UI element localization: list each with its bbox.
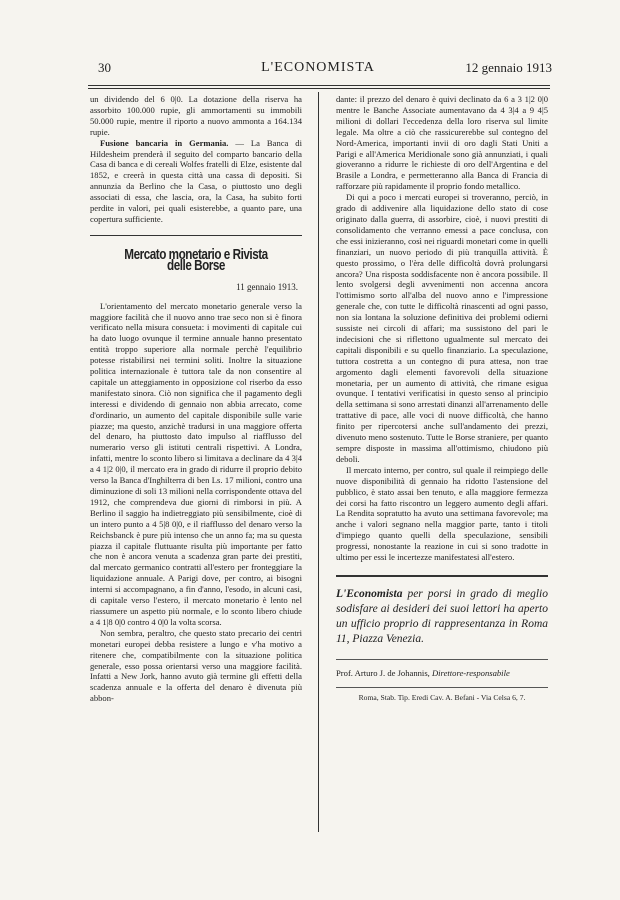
ad-body: per porsi in grado di meglio sodisfare ai desideri dei suoi lettori ha aperto un ufficio proprio di rappresentanza in Roma 11, Piazza Venezia. — [336, 587, 548, 645]
section-title: Mercato monetario e Rivista delle Borse — [124, 245, 268, 274]
editor-role: Direttore-responsabile — [429, 667, 510, 678]
left-column — [90, 94, 302, 704]
column-divider — [318, 92, 319, 832]
section-date: 11 gennaio 1913. — [236, 281, 298, 292]
article-paragraph-3: dante: il prezzo del denaro è quivi declinato da 6 a 3 1|2 0|0 mentre le Banche Associate aumentavano da 4 3|4 a 9 4|5 milioni di dollari l'eccedenza della loro riserva sul limite legale. Ma oltre a ciò che rassicurerebbe sul contegno del Nord-America, importanti invii di oro dagli Stati Uniti a Parigi e all'America Meridionale sono già annunziati, i quali gioveranno a ridurre le richieste di oro dell'Argentina e del Brasile a Londra, e permetteranno alla Banca di Francia di rafforzare più rapidamente il proprio fondo metallico. — [336, 94, 548, 192]
fusione-paragraph — [90, 138, 302, 225]
advertisement-box — [336, 575, 548, 647]
printer-imprint: Roma, Stab. Tip. Eredi Cav. A. Befani - Via Celsa 6, 7. — [336, 687, 548, 704]
article-paragraph-1: L'orientamento del mercato monetario generale verso la maggiore facilità che il nuovo anno trae seco non si è finora verificato nella misura consueta: i movimenti di capitale cui ha dato luogo ovunque il termine annuale hanno presentato entità troppo superiore alla normale perchè l'equilibrio potesse ristabilirsi nei termini soliti. Inoltre la situazione politica internazionale è tuttora tale da non consentire al capitale un atteggiamento in opposizione col riserbo da esso manifestato sinora. Ciò non significa che il pagamento degli interessi e dividendo di gennaio non abbia arrecato, come d'ordinario, un aumento del capitale disponibile sulle varie piazze; ma questo, anzichè tradursi in una maggiore offerta del denaro, ha piuttosto dato impulso al riafflusso del numerario verso gli istituti centrali rispettivi. A Londra, infatti, mentre lo sconto libero si limitava a declinare da 4 3|4 a 4 1|2 0|0, il mercato era in grado di ridurre il proprio debito verso la Banca d'Inghilterra di ben Ls. 17 milioni, contro una diminuzione di soli 13 milioni nella corrispondente ottava del 1912, che comprendeva due giorni di rimborsi in più. A Berlino il saggio ha indietreggiato più sensibilmente, cioè di un intero punto a 4 5|8 0|0, e il riafflusso del denaro verso la Reichsbanck è pure più intenso che un anno fa; ma su questa piazza il capitale fluttuante risulta più importante per fatto che non è ancora venuta a scadenza gran parte dei prestiti, dal mercato germanico contratti all'estero per fronteggiare la liquidazione annuale. A Parigi dove, per contro, ai bisogni interni si accompagnano, a fin d'anno, l'esodo, in alcuni casi, di capitale verso l'estero, il mercato monetario è lento nel riassumere un aspetto più normale, e lo sconto libero chiude a 4 1|8 0|0 contro 4 0|0 la volta scorsa. — [90, 300, 302, 627]
issue-date: 12 gennaio 1913 — [465, 60, 552, 75]
page-number: 30 — [98, 60, 111, 75]
page-header — [78, 58, 558, 80]
advertisement-text — [336, 587, 548, 647]
editor-name: Prof. Arturo J. de Johannis, — [336, 667, 430, 678]
article-paragraph-5: Il mercato interno, per contro, sul quale il reimpiego delle nuove disponibilità di gennaio ha ridotto l'astensione del pubblico, è stato assai ben tenuto, e alla maggiore fermezza dei corsi ha fatto riscontro un leggero aumento degli affari. La Rendita sopratutto ha avuto una settimana favorevole; ma anche i valori segnano nella maggior parte, tanto i titoli d'impiego quanto quelli della speculazione, sensibili progressi, nonostante la reazione in cui si sono tradotte in ultimo per essi le incertezze manifestatesi all'estero. — [336, 464, 548, 563]
fusione-text: — La Banca di Hildesheim prenderà il seguito del comparto bancario della Casa di banca e di cereali Wolfes fratelli di Elze, esistente dal 1852, e creerà in questa città una cassa di depositi. Si annunzia da Berlino che la Casa, o piuttosto uno degli associati di essa, che lascia, ora, la Casa, ha subito forti perdite in valori, pei quali esisterebbe, a quanto pare, una copertura sufficiente. — [90, 137, 302, 224]
intro-paragraph: un dividendo del 6 0|0. La dotazione della riserva ha assorbito 100.000 rupie, gli ammortamenti su immobili 50.000 rupie, mentre il riporto a nuovo ammonta a 164.134 rupie. — [90, 94, 302, 137]
right-column — [336, 94, 548, 704]
header-rule-thin — [88, 88, 550, 89]
header-rule — [88, 85, 550, 86]
article-paragraph-2: Non sembra, peraltro, che questo stato precario dei centri monetari europei debba resistere a lungo e v'ha motivo a ritenere che, compatibilmente con la situazione politica generale, esso possa orientarsi verso una maggiore facilità. Infatti a New Jork, hanno avuto già termine gli effetti della scadenza annuale e la offerta del denaro è divenuta più abbon- — [90, 627, 302, 704]
journal-title: L'ECONOMISTA — [261, 60, 375, 75]
editor-signature — [336, 659, 548, 679]
fusione-heading: Fusione bancaria in Germania. — [100, 137, 229, 148]
section-divider — [90, 235, 302, 236]
article-paragraph-4: Di qui a poco i mercati europei si troveranno, perciò, in grado di addivenire alla liquidazione dello stato di cose originato dalla guerra, di assorbire, cioè, i nuovi prestiti di consolidamento che verranno emessi a pace conclusa, con che essi inizieranno, così nei riguardi monetari come in quelli finanziari, un nuovo periodo di più tranquilla attività. È questo prossimo, o l'èra delle difficoltà dovrà prolungarsi ancora? Una risposta soddisfacente non è ancora possibile. Il lento svolgersi degli avvenimenti non accenna ancora l'ottimismo sorto all'alba del nuovo anno e l'impressione generale che, con tutte le difficoltà rinascenti ad ogni passo, non sia lontana la soluzione definitiva dei problemi odierni sussiste nei circoli di affari; ma sussistono del pari le indecisioni che si riflettono ugualmente sul mercato dei capitali disponibili e su quello finanziario. La speculazione, tuttora costretta a un contegno di pura attesa, non trae argomento dagli elementi favorevoli della situazione monetaria, per un aumento di attività, che rimane esigua ovunque. I tentativi verificatisi in questo senso al principio della settimana si sono arrestati dinanzi all'arrenamento delle trattative di pace, alle voci di nuove difficoltà, che hanno finito per ripercotersi anche sull'andamento dei prezzi, divenuto meno sostenuto. Tutte le Borse straniere, per quanto sempre disposte in massima all'ottimismo, chiudono più deboli. — [336, 192, 548, 464]
ad-brand: L'Economista — [336, 587, 403, 600]
